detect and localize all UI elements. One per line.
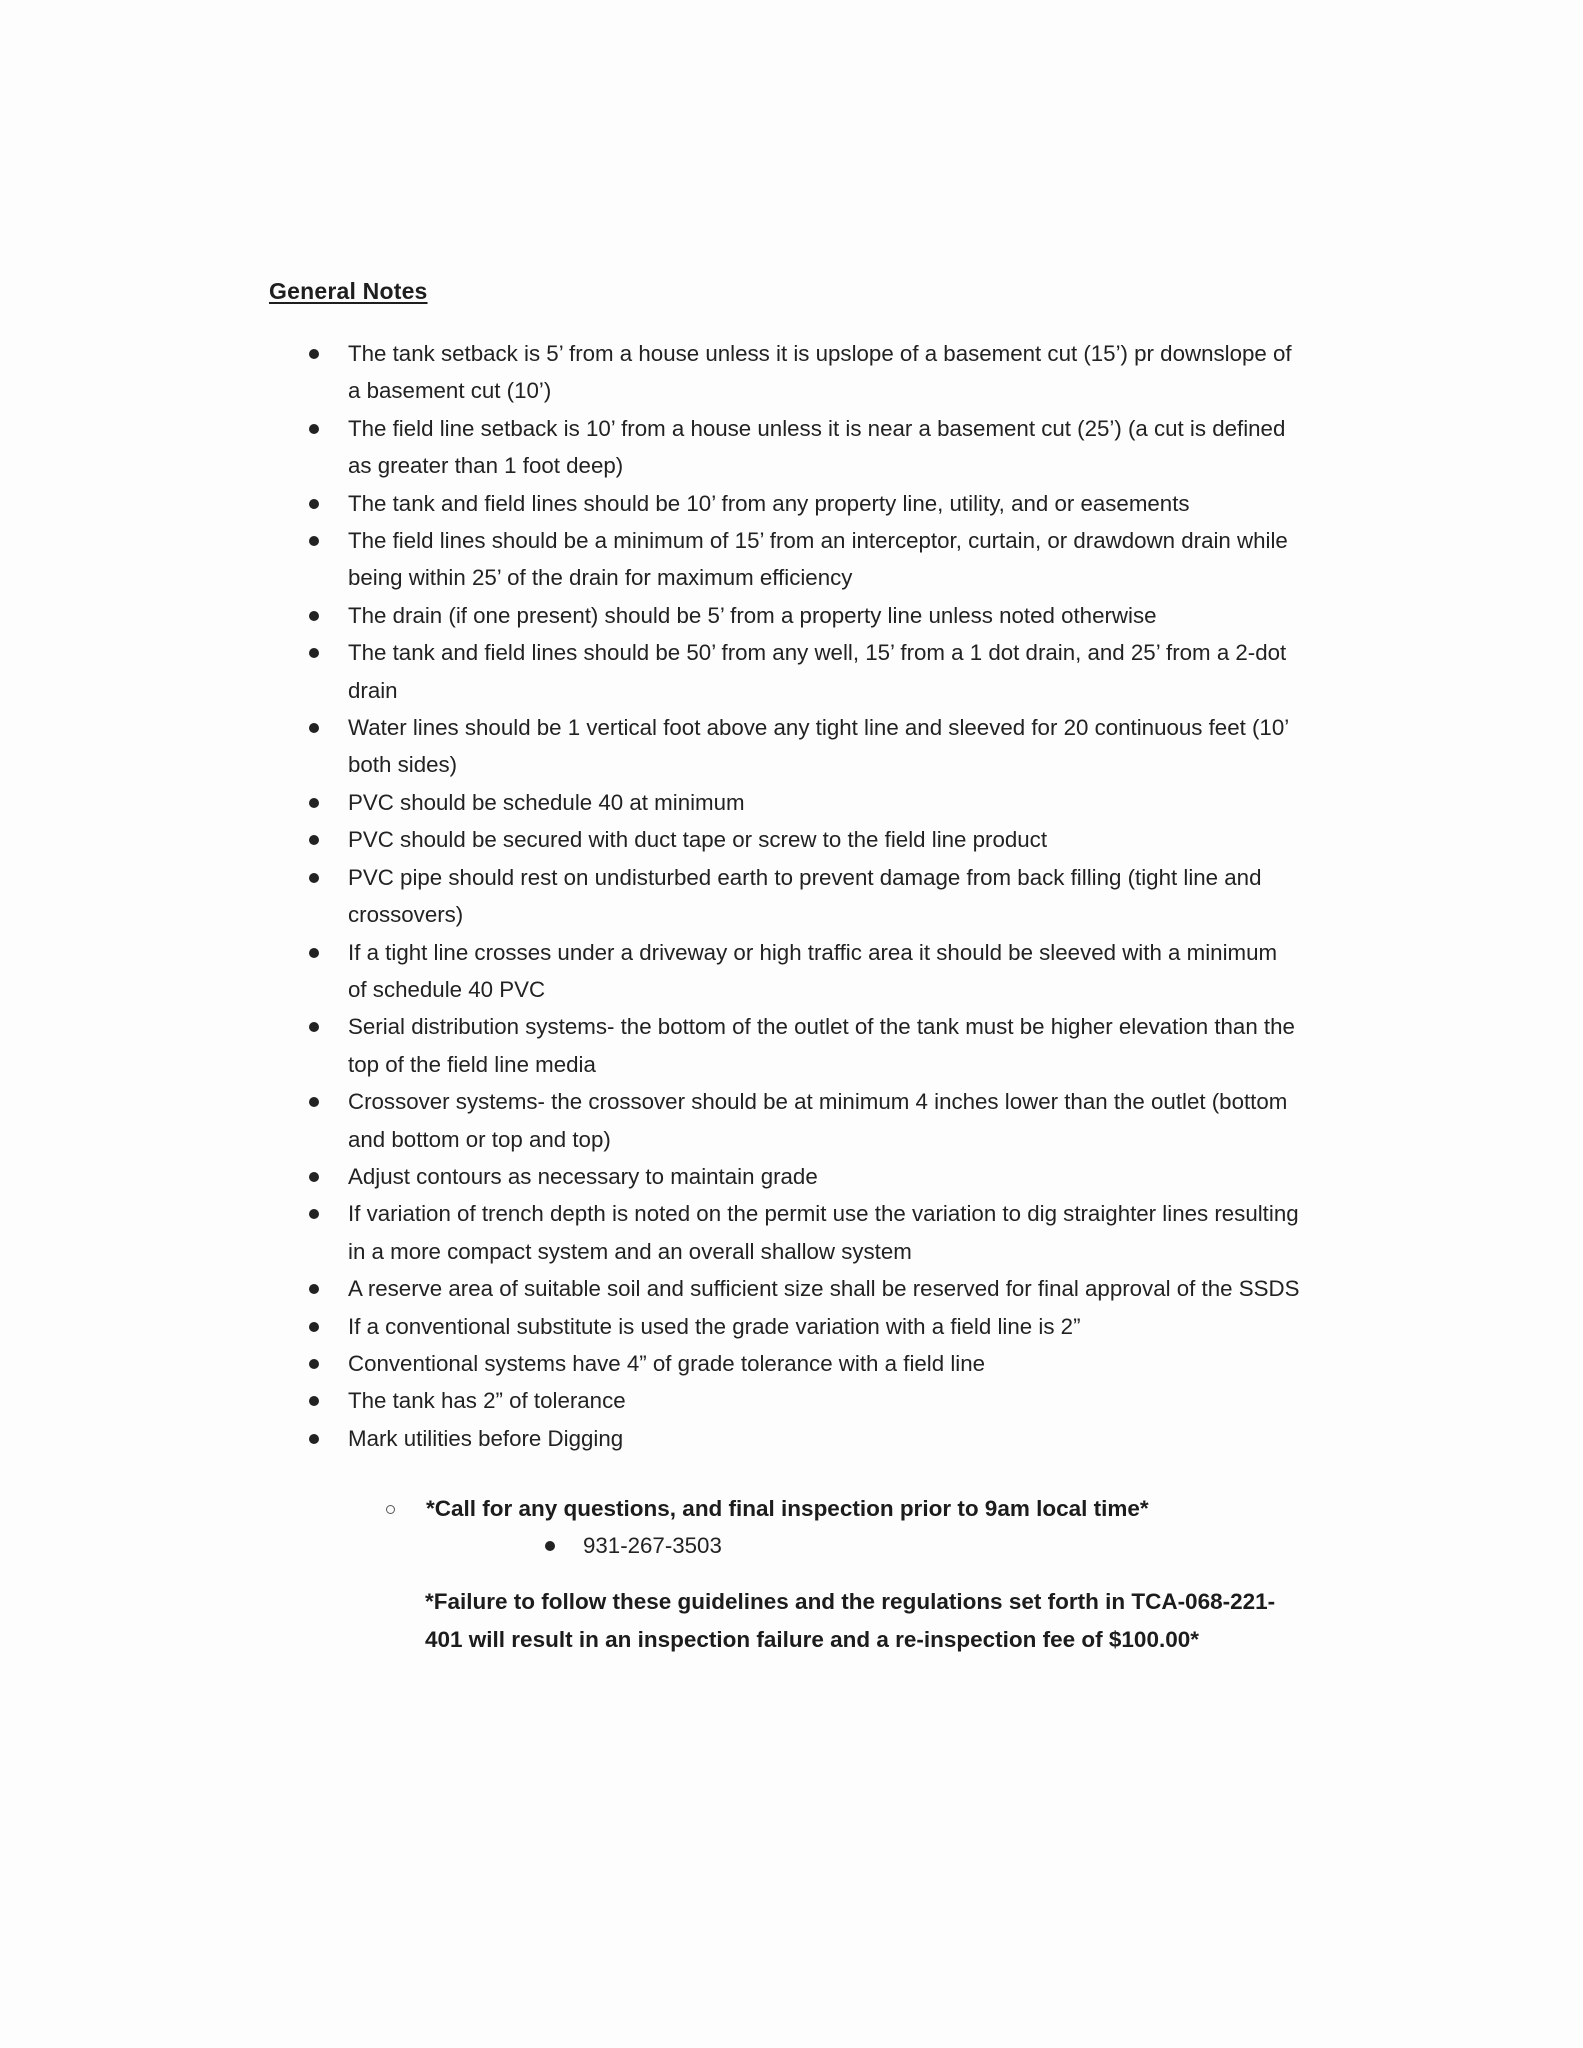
bullet-icon [309, 835, 319, 845]
bullet-icon [309, 1284, 319, 1294]
note-text: A reserve area of suitable soil and sufficient size shall be reserved for final approval of the SSDS [348, 1276, 1300, 1302]
list-item [300, 1083, 1300, 1158]
list-item [300, 1308, 1300, 1345]
note-text: Mark utilities before Digging [348, 1425, 624, 1451]
list-item [300, 1158, 1300, 1195]
note-text: If a conventional substitute is used the grade variation with a field line is 2” [348, 1313, 1081, 1339]
list-item [300, 1345, 1300, 1382]
list-item [300, 859, 1300, 934]
hollow-bullet-icon [386, 1505, 395, 1514]
call-note-text: *Call for any questions, and final inspection prior to 9am local time* [426, 1496, 1149, 1521]
note-text: The drain (if one present) should be 5’ from a property line unless noted otherwise [348, 602, 1157, 628]
list-item [300, 1420, 1300, 1457]
note-text: PVC should be schedule 40 at minimum [348, 789, 745, 815]
list-item [300, 934, 1300, 1009]
bullet-icon [309, 1209, 319, 1219]
list-item [300, 410, 1300, 485]
bullet-icon [309, 424, 319, 434]
bullet-icon [309, 1434, 319, 1444]
bullet-icon [309, 499, 319, 509]
note-text: Crossover systems- the crossover should be at minimum 4 inches lower than the outlet (bottom and bottom or top and top) [348, 1089, 1288, 1152]
page-title: General Notes [269, 278, 428, 304]
note-text: The field lines should be a minimum of 15’ from an interceptor, curtain, or drawdown drain while being within 25’ of the drain for maximum efficiency [348, 528, 1288, 591]
list-item [300, 485, 1300, 522]
note-text: If variation of trench depth is noted on the permit use the variation to dig straighter lines resulting in a more compact system and an overall shallow system [348, 1201, 1299, 1264]
note-text: Water lines should be 1 vertical foot above any tight line and sleeved for 20 continuous feet (10’ both sides) [348, 715, 1289, 778]
bullet-icon [309, 1396, 319, 1406]
list-item [300, 784, 1300, 821]
bullet-icon [309, 723, 319, 733]
bullet-icon [309, 873, 319, 883]
call-note [386, 1490, 1149, 1527]
note-text: The tank and field lines should be 10’ from any property line, utility, and or easements [348, 490, 1190, 516]
bullet-icon [545, 1541, 555, 1551]
phone-number-text: 931-267-3503 [583, 1533, 722, 1558]
list-item [300, 597, 1300, 634]
notes-list [300, 335, 1300, 1457]
note-text: Adjust contours as necessary to maintain grade [348, 1163, 818, 1189]
bullet-icon [309, 1022, 319, 1032]
note-text: The tank and field lines should be 50’ from any well, 15’ from a 1 dot drain, and 25’ from a 2-dot drain [348, 640, 1287, 703]
note-text: If a tight line crosses under a driveway or high traffic area it should be sleeved with a minimum of schedule 40 PVC [348, 939, 1278, 1002]
list-item [300, 821, 1300, 858]
bullet-icon [309, 1097, 319, 1107]
phone-number [545, 1527, 722, 1564]
note-text: The tank has 2” of tolerance [348, 1388, 626, 1414]
list-item [300, 1382, 1300, 1419]
bullet-icon [309, 349, 319, 359]
note-text: Conventional systems have 4” of grade tolerance with a field line [348, 1350, 986, 1376]
bullet-icon [309, 536, 319, 546]
bullet-icon [309, 1322, 319, 1332]
list-item [300, 1008, 1300, 1083]
bullet-icon [309, 948, 319, 958]
list-item [300, 1195, 1300, 1270]
bullet-icon [309, 611, 319, 621]
list-item [300, 709, 1300, 784]
list-item [300, 1270, 1300, 1307]
bullet-icon [309, 648, 319, 658]
warning-note: *Failure to follow these guidelines and the regulations set forth in TCA-068-221-401 will result in an inspection failure and a re-inspection fee of $100.00* [425, 1589, 1276, 1652]
bullet-icon [309, 1172, 319, 1182]
note-text: Serial distribution systems- the bottom of the outlet of the tank must be higher elevation than the top of the field line media [348, 1014, 1295, 1077]
note-text: PVC pipe should rest on undisturbed earth to prevent damage from back filling (tight line and crossovers) [348, 864, 1262, 928]
note-text: The field line setback is 10’ from a house unless it is near a basement cut (25’) (a cut is defined as greater than 1 foot deep) [348, 415, 1286, 479]
list-item [300, 634, 1300, 709]
note-text: The tank setback is 5’ from a house unless it is upslope of a basement cut (15’) pr downslope of a basement cut (10’) [348, 341, 1292, 404]
list-item [300, 522, 1300, 597]
note-text: PVC should be secured with duct tape or screw to the field line product [348, 827, 1048, 853]
list-item [300, 335, 1300, 410]
bullet-icon [309, 798, 319, 808]
bullet-icon [309, 1359, 319, 1369]
